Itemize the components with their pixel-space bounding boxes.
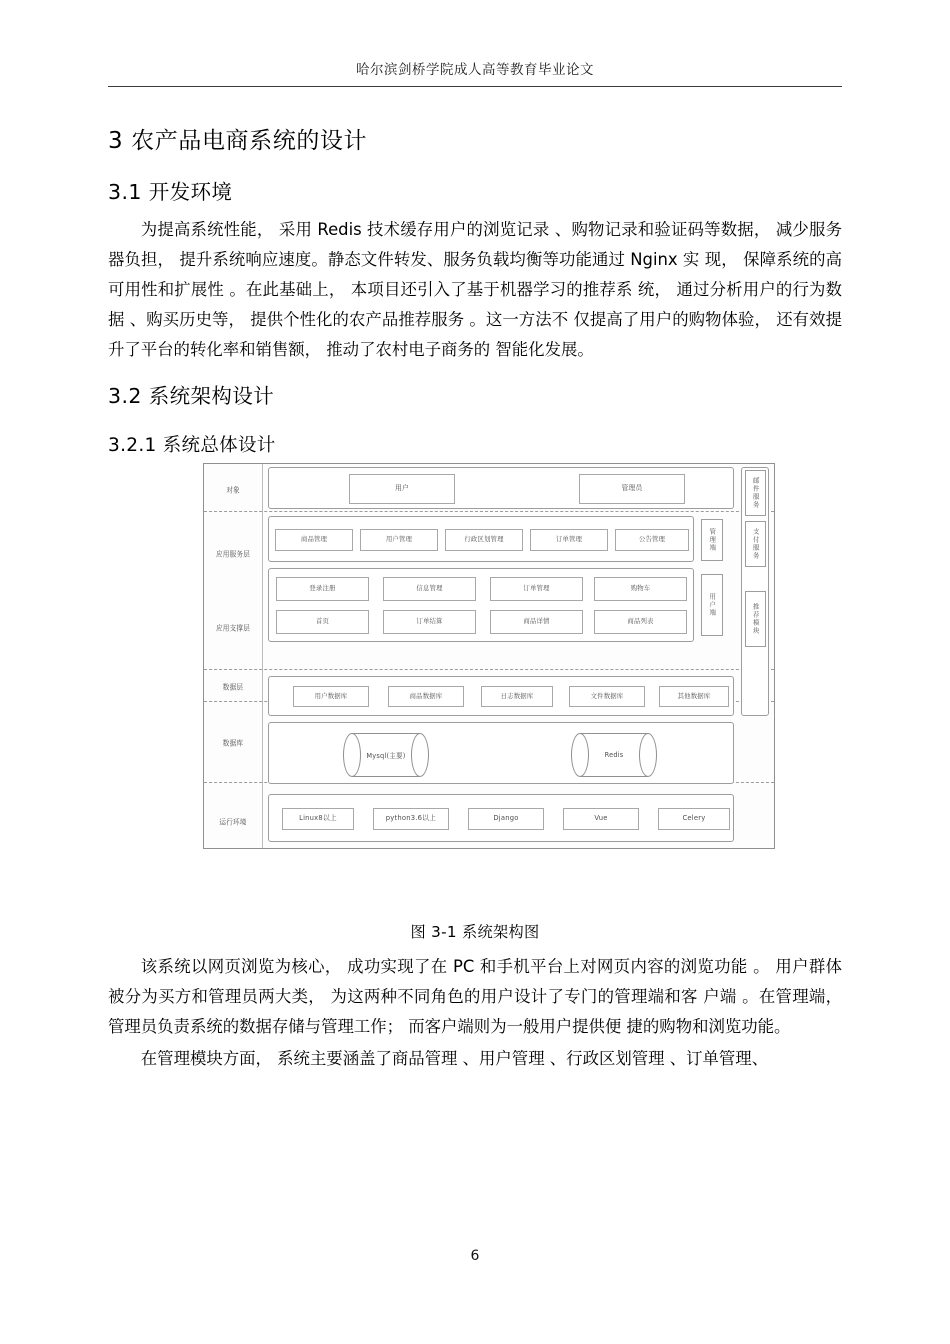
database-cylinder-redis-label: Redis xyxy=(604,751,624,759)
support-box-settlement: 订单结算 xyxy=(383,610,476,634)
database-cylinder-redis xyxy=(571,733,657,777)
runtime-box-linux: Linux8以上 xyxy=(282,808,354,830)
client-column-user: 用户端 xyxy=(701,574,723,636)
service-box-order: 订单管理 xyxy=(530,529,608,551)
service-box-user: 用户管理 xyxy=(360,529,438,551)
support-box-cart: 购物车 xyxy=(594,577,687,601)
object-box-user: 用户 xyxy=(349,474,455,504)
panel-runtime xyxy=(268,794,734,842)
heading-3-2-1: 3.2.1 系统总体设计 xyxy=(108,435,276,456)
object-box-admin: 管理员 xyxy=(579,474,685,504)
figure-caption: 图 3-1 系统架构图 xyxy=(410,923,540,941)
row-label-data-layer: 数据层 xyxy=(222,682,244,692)
row-label-app-service: 应用服务层 xyxy=(216,549,250,559)
panel-external-services xyxy=(741,467,769,716)
runtime-box-vue: Vue xyxy=(563,808,639,830)
client-column-admin: 管理端 xyxy=(701,519,723,561)
panel-object xyxy=(268,467,734,509)
band-divider-1 xyxy=(204,511,774,512)
runtime-box-django: Django xyxy=(468,808,544,830)
paragraph-dev-environment: 为提高系统性能， 采用 Redis 技术缓存用户的浏览记录 、购物记录和验证码等数据， 减少服务器负担， 提升系统响应速度。静态文件转发、服务负载均衡等功能通过 Nginx 实 现， 保障系统的高可用性和扩展性 。在此基础上， 本项目还引入了基于机器学习的推荐系 统， 通过分析用户的行为数据 、购买历史等， 提供个性化的农产品推荐服务 。这一方法不 仅提高了用户的购物体验， 还有效提升了平台的转化率和销售额， 推动了农村电子商务的 智能化发展。 xyxy=(108,220,842,359)
heading-3-2: 3.2 系统架构设计 xyxy=(108,384,275,408)
database-cylinder-mysql-label: Mysql(主要) xyxy=(366,752,406,760)
paragraph-management-module: 在管理模块方面， 系统主要涵盖了商品管理 、用户管理 、行政区划管理 、订单管理、 xyxy=(140,1049,769,1068)
architecture-diagram xyxy=(203,463,775,849)
service-box-notice: 公告管理 xyxy=(615,529,689,551)
running-header-text: 哈尔滨剑桥学院成人高等教育毕业论文 xyxy=(356,62,594,78)
support-box-order-mgmt: 订单管理 xyxy=(490,577,583,601)
heading-3-1: 3.1 开发环境 xyxy=(108,180,233,204)
runtime-box-celery: Celery xyxy=(658,808,730,830)
database-cylinder-mysql xyxy=(343,733,429,777)
data-box-user-db: 用户数据库 xyxy=(293,686,369,707)
panel-database xyxy=(268,722,734,784)
document-content xyxy=(108,114,842,1074)
data-box-other-db: 其他数据库 xyxy=(659,686,729,707)
header-divider xyxy=(108,86,842,87)
runtime-box-python: python3.6以上 xyxy=(373,808,449,830)
data-box-log-db: 日志数据库 xyxy=(481,686,553,707)
support-box-detail: 商品详情 xyxy=(490,610,583,634)
panel-app-service xyxy=(268,516,694,562)
support-box-home: 首页 xyxy=(276,610,369,634)
paragraph-system-overview: 该系统以网页浏览为核心， 成功实现了在 PC 和手机平台上对网页内容的浏览功能 。 用户群体被分为买方和管理员两大类， 为这两种不同角色的用户设计了专门的管理端和客 户端 。在管理端， 管理员负责系统的数据存储与管理工作； 而客户端则为一般用户提供便 捷的购物和浏览功能。 xyxy=(108,957,842,1036)
heading-chapter-3: 3 农产品电商系统的设计 xyxy=(108,128,368,154)
service-box-district: 行政区划管理 xyxy=(445,529,523,551)
service-column-mail: 邮件服务 xyxy=(745,470,766,516)
service-column-recommend: 推荐模块 xyxy=(745,591,766,647)
running-header xyxy=(108,58,842,79)
row-label-database: 数据库 xyxy=(222,738,244,748)
figure-system-architecture xyxy=(108,463,842,915)
page-number: 6 xyxy=(470,1248,480,1264)
data-box-product-db: 商品数据库 xyxy=(388,686,464,707)
service-column-payment: 支付服务 xyxy=(745,521,766,567)
panel-app-support xyxy=(268,568,694,642)
support-box-login: 登录注册 xyxy=(276,577,369,601)
support-box-info: 信息管理 xyxy=(383,577,476,601)
row-label-object: 对象 xyxy=(226,485,240,495)
service-box-product: 商品管理 xyxy=(275,529,353,551)
band-divider-2 xyxy=(204,669,774,670)
panel-data-layer xyxy=(268,676,734,716)
row-label-runtime: 运行环境 xyxy=(219,817,247,827)
row-label-app-support: 应用支撑层 xyxy=(216,623,250,633)
data-box-file-db: 文件数据库 xyxy=(569,686,645,707)
label-gutter-divider xyxy=(262,464,263,848)
support-box-list: 商品列表 xyxy=(594,610,687,634)
